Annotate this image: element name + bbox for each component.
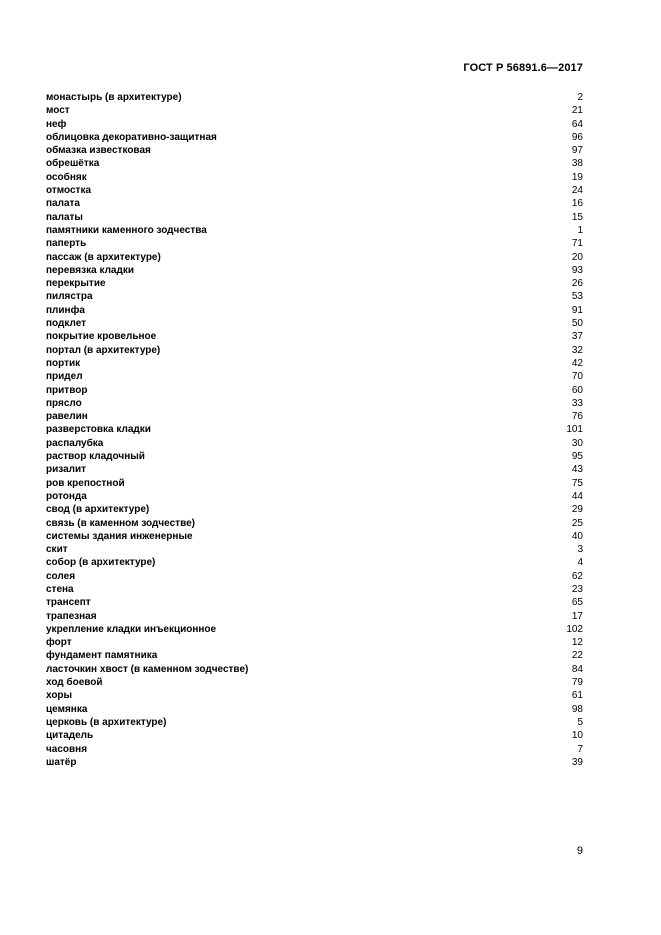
index-entry bbox=[46, 277, 583, 290]
index-entry bbox=[46, 676, 583, 689]
index-term: монастырь (в архитектуре) bbox=[46, 92, 182, 103]
index-entry bbox=[46, 91, 583, 104]
index-term: солея bbox=[46, 570, 76, 582]
index-entry bbox=[46, 370, 583, 383]
index-entry bbox=[46, 397, 583, 410]
index-term: шатёр bbox=[46, 756, 77, 768]
index-entry bbox=[46, 330, 583, 343]
index-term: ров крепостной bbox=[46, 477, 125, 489]
index-term-number: 50 bbox=[571, 318, 583, 330]
index-term: разверстовка кладки bbox=[46, 424, 151, 436]
index-entry bbox=[46, 596, 583, 609]
index-term-number: 38 bbox=[571, 158, 583, 170]
index-term-number: 2 bbox=[577, 92, 583, 103]
index-term-number: 61 bbox=[571, 690, 583, 702]
page-number: 9 bbox=[576, 845, 583, 857]
index-term-number: 91 bbox=[571, 304, 583, 316]
index-term: связь (в каменном зодчестве) bbox=[46, 517, 195, 529]
index-entry bbox=[46, 517, 583, 530]
index-term-number: 64 bbox=[571, 118, 583, 130]
index-term-number: 20 bbox=[571, 251, 583, 263]
index-entry bbox=[46, 410, 583, 423]
index-term: перевязка кладки bbox=[46, 264, 134, 276]
index-entry bbox=[46, 477, 583, 490]
index-term-number: 84 bbox=[571, 663, 583, 675]
index-term: портик bbox=[46, 357, 81, 369]
index-term: палаты bbox=[46, 211, 83, 223]
index-entry bbox=[46, 689, 583, 702]
index-term: пассаж (в архитектуре) bbox=[46, 251, 161, 263]
index-term-number: 93 bbox=[571, 264, 583, 276]
index-term-number: 32 bbox=[571, 344, 583, 356]
index-entry bbox=[46, 317, 583, 330]
index-term: ход боевой bbox=[46, 677, 103, 689]
index-term: облицовка декоративно-защитная bbox=[46, 131, 217, 143]
index-term-number: 101 bbox=[566, 424, 583, 436]
index-term-number: 19 bbox=[571, 171, 583, 183]
index-term: хоры bbox=[46, 690, 73, 702]
index-entry bbox=[46, 743, 583, 756]
index-term: равелин bbox=[46, 411, 88, 423]
index-term: форт bbox=[46, 637, 72, 649]
index-entry bbox=[46, 264, 583, 277]
index-entry bbox=[46, 384, 583, 397]
index-term: ризалит bbox=[46, 464, 87, 476]
document-header: ГОСТ Р 56891.6—2017 bbox=[463, 62, 583, 74]
index-term: палата bbox=[46, 198, 80, 210]
index-term: прясло bbox=[46, 397, 82, 409]
index-term: паперть bbox=[46, 238, 87, 250]
index-entry bbox=[46, 144, 583, 157]
index-term-number: 25 bbox=[571, 517, 583, 529]
index-term-number: 53 bbox=[571, 291, 583, 303]
index-term: часовня bbox=[46, 743, 88, 755]
index-term-number: 15 bbox=[571, 211, 583, 223]
index-term: ротонда bbox=[46, 490, 87, 502]
index-entry bbox=[46, 157, 583, 170]
index-term-number: 37 bbox=[571, 331, 583, 343]
index-term-number: 23 bbox=[571, 583, 583, 595]
index-entry bbox=[46, 304, 583, 317]
index-term: стена bbox=[46, 583, 74, 595]
index-term-number: 7 bbox=[577, 743, 583, 755]
index-term: цитадель bbox=[46, 730, 94, 742]
index-term-number: 29 bbox=[571, 504, 583, 516]
index-term-number: 102 bbox=[566, 623, 583, 635]
index-entry bbox=[46, 251, 583, 264]
index-term-number: 4 bbox=[577, 557, 583, 569]
index-term: подклет bbox=[46, 318, 87, 330]
index-entry bbox=[46, 703, 583, 716]
index-term-number: 42 bbox=[571, 357, 583, 369]
index-entry bbox=[46, 184, 583, 197]
index-entry bbox=[46, 556, 583, 569]
index-term: свод (в архитектуре) bbox=[46, 504, 150, 516]
index-term: ласточкин хвост (в каменном зодчестве) bbox=[46, 663, 249, 675]
index-term-number: 40 bbox=[571, 530, 583, 542]
index-term-number: 71 bbox=[571, 238, 583, 250]
index-entry bbox=[46, 357, 583, 370]
index-entry bbox=[46, 450, 583, 463]
index-term-number: 24 bbox=[571, 185, 583, 197]
index-term: обрешётка bbox=[46, 158, 100, 170]
index-entry bbox=[46, 610, 583, 623]
index-term: неф bbox=[46, 118, 67, 130]
index-term-number: 16 bbox=[571, 198, 583, 210]
index-term-number: 65 bbox=[571, 597, 583, 609]
index-term-number: 75 bbox=[571, 477, 583, 489]
index-entry bbox=[46, 649, 583, 662]
index-term: перекрытие bbox=[46, 278, 106, 290]
index-entry bbox=[46, 503, 583, 516]
index-term-number: 98 bbox=[571, 703, 583, 715]
index-term-number: 60 bbox=[571, 384, 583, 396]
index-entry bbox=[46, 756, 583, 769]
index-term: собор (в архитектуре) bbox=[46, 557, 156, 569]
index-term-number: 76 bbox=[571, 411, 583, 423]
index-term-number: 21 bbox=[571, 105, 583, 117]
index-term-number: 39 bbox=[571, 756, 583, 768]
index-term-number: 62 bbox=[571, 570, 583, 582]
index-term-number: 79 bbox=[571, 677, 583, 689]
index-entry bbox=[46, 131, 583, 144]
index-entry bbox=[46, 423, 583, 436]
index-term: укрепление кладки инъекционное bbox=[46, 623, 217, 635]
index-entry bbox=[46, 729, 583, 742]
index-term: церковь (в архитектуре) bbox=[46, 716, 167, 728]
index-term: пилястра bbox=[46, 291, 93, 303]
index-entry bbox=[46, 663, 583, 676]
index-term-number: 12 bbox=[571, 637, 583, 649]
index-term: притвор bbox=[46, 384, 88, 396]
index-term: портал (в архитектуре) bbox=[46, 344, 161, 356]
index-entry bbox=[46, 437, 583, 450]
index-entry bbox=[46, 197, 583, 210]
index-term: обмазка известковая bbox=[46, 145, 151, 157]
index-term-number: 3 bbox=[577, 544, 583, 556]
index-entry bbox=[46, 237, 583, 250]
index-term: отмостка bbox=[46, 185, 92, 197]
index-entry bbox=[46, 463, 583, 476]
index-term-number: 26 bbox=[571, 278, 583, 290]
index-entry bbox=[46, 490, 583, 503]
index-term: трансепт bbox=[46, 597, 91, 609]
index-term-number: 44 bbox=[571, 490, 583, 502]
index-term: придел bbox=[46, 371, 83, 383]
index-term: раствор кладочный bbox=[46, 451, 145, 463]
index-term-number: 1 bbox=[577, 224, 583, 236]
index-term: системы здания инженерные bbox=[46, 530, 193, 542]
index-entry bbox=[46, 623, 583, 636]
index-term: трапезная bbox=[46, 610, 97, 622]
index-term-number: 10 bbox=[571, 730, 583, 742]
index-term: памятники каменного зодчества bbox=[46, 224, 207, 236]
index-term: мост bbox=[46, 105, 70, 117]
index-term: цемянка bbox=[46, 703, 88, 715]
index-entry bbox=[46, 530, 583, 543]
index-entry bbox=[46, 636, 583, 649]
index-entry bbox=[46, 211, 583, 224]
index-entry bbox=[46, 583, 583, 596]
index-entry bbox=[46, 224, 583, 237]
index-term: плинфа bbox=[46, 304, 85, 316]
index-term: покрытие кровельное bbox=[46, 331, 157, 343]
index-term-number: 96 bbox=[571, 131, 583, 143]
index-term-number: 30 bbox=[571, 437, 583, 449]
index-term-number: 33 bbox=[571, 397, 583, 409]
index-entry bbox=[46, 290, 583, 303]
index-entry bbox=[46, 570, 583, 583]
index-term-number: 17 bbox=[571, 610, 583, 622]
index-term: скит bbox=[46, 544, 68, 556]
term-index-list bbox=[46, 91, 583, 769]
index-entry bbox=[46, 104, 583, 117]
index-entry bbox=[46, 171, 583, 184]
index-term-number: 43 bbox=[571, 464, 583, 476]
index-term-number: 70 bbox=[571, 371, 583, 383]
index-term-number: 5 bbox=[577, 716, 583, 728]
index-term-number: 97 bbox=[571, 145, 583, 157]
index-entry bbox=[46, 344, 583, 357]
index-entry bbox=[46, 118, 583, 131]
index-term-number: 22 bbox=[571, 650, 583, 662]
index-term: особняк bbox=[46, 171, 87, 183]
index-term-number: 95 bbox=[571, 451, 583, 463]
index-entry bbox=[46, 716, 583, 729]
index-entry bbox=[46, 543, 583, 556]
index-term: распалубка bbox=[46, 437, 104, 449]
index-term: фундамент памятника bbox=[46, 650, 158, 662]
